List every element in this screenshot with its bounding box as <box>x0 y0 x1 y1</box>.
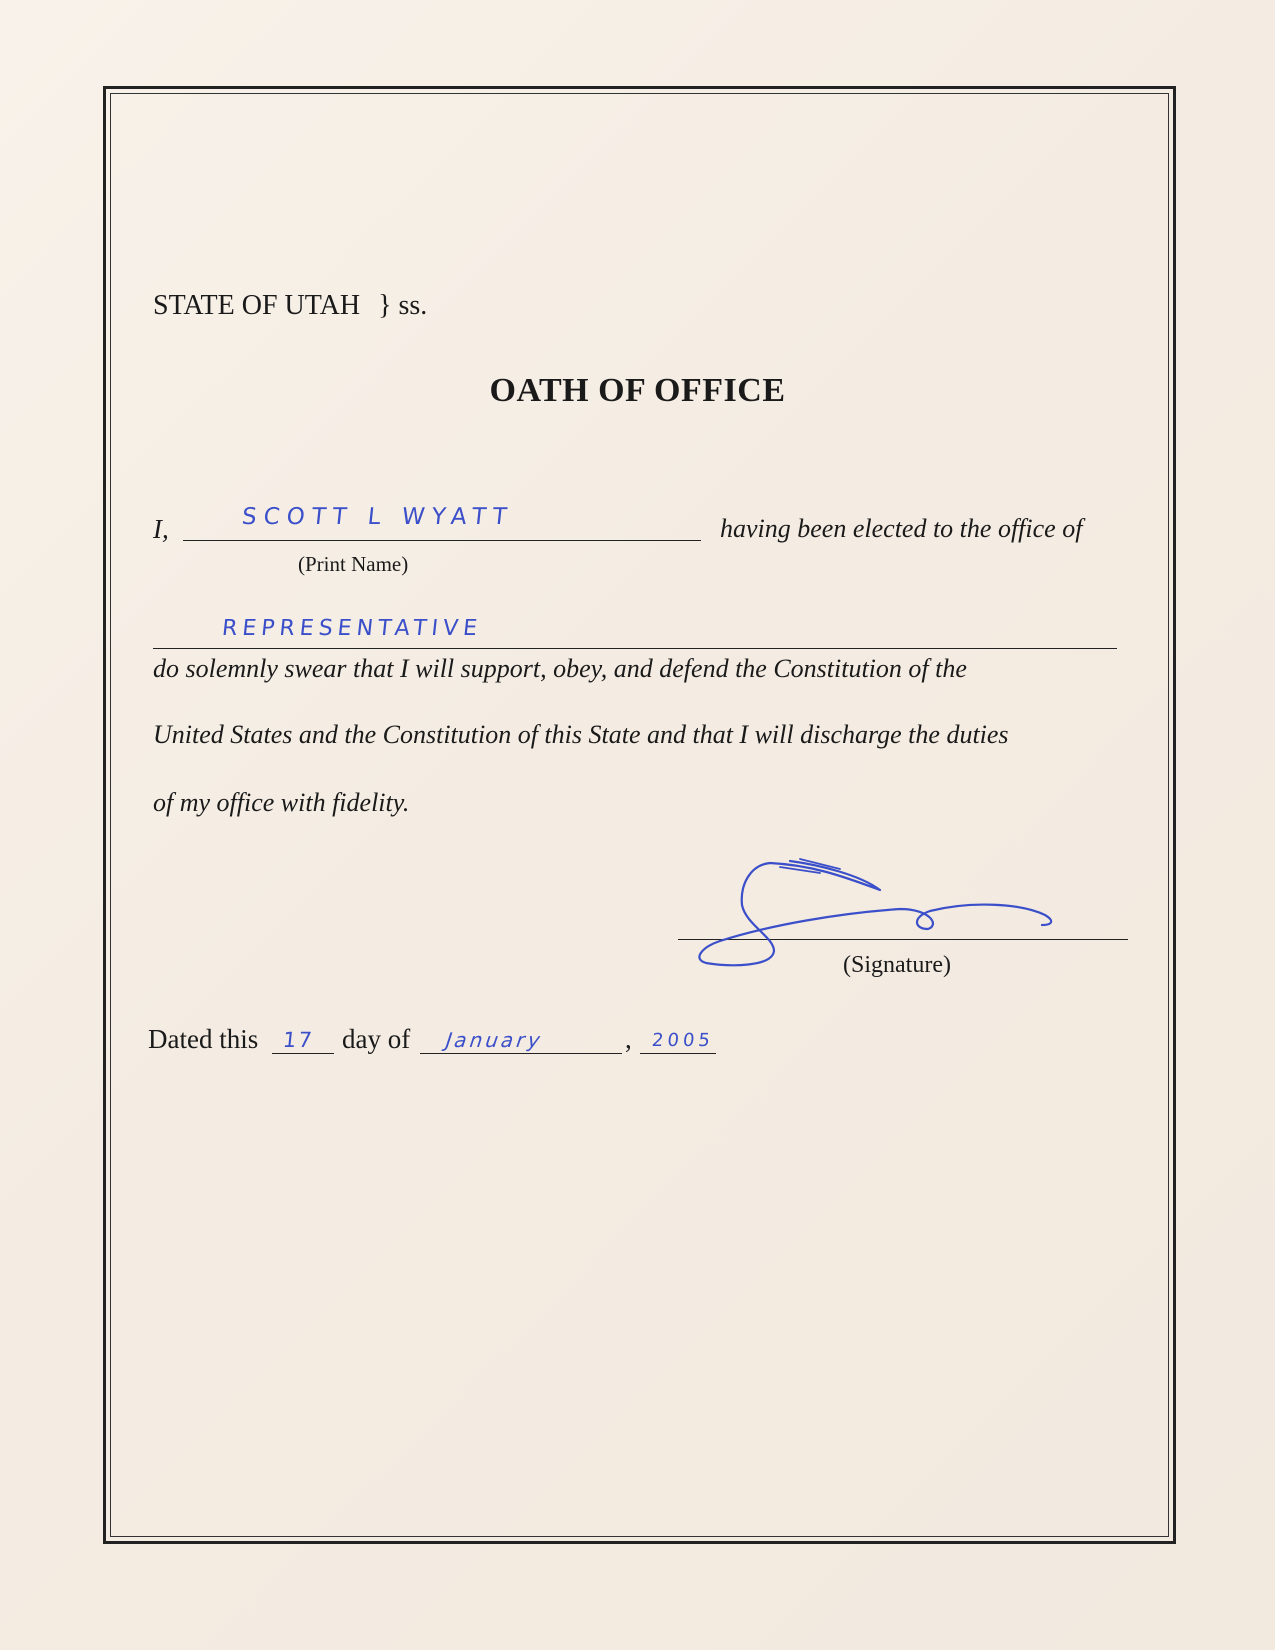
state-heading <box>153 290 427 322</box>
month-line <box>420 1053 622 1054</box>
dated-prefix: Dated this <box>148 1024 259 1054</box>
year-line <box>640 1053 716 1054</box>
handwritten-office: REPRESENTATIVE <box>220 616 484 641</box>
elected-text: having been elected to the office of <box>720 514 1083 543</box>
handwritten-month: January <box>442 1028 547 1052</box>
handwritten-day: 17 <box>281 1028 315 1052</box>
day-line <box>272 1053 334 1054</box>
brace-ss: } ss. <box>378 290 428 321</box>
state-name: STATE OF UTAH <box>153 290 361 321</box>
name-line <box>183 540 701 541</box>
signature-label: (Signature) <box>843 952 951 978</box>
oath-text-line-1: do solemnly swear that I will support, obey, and defend the Constitution of the <box>153 654 967 683</box>
document-title: OATH OF OFFICE <box>489 372 786 409</box>
date-comma: , <box>625 1024 632 1054</box>
oath-text-line-3: of my office with fidelity. <box>153 788 410 817</box>
oath-prefix: I, <box>153 514 169 544</box>
handwritten-name: SCOTT L WYATT <box>240 504 515 530</box>
oath-text-line-2: United States and the Constitution of this State and that I will discharge the duties <box>153 720 1009 749</box>
print-name-label: (Print Name) <box>298 552 409 576</box>
day-of-label: day of <box>342 1024 411 1054</box>
office-line <box>153 648 1117 649</box>
handwritten-year: 2005 <box>650 1030 715 1051</box>
